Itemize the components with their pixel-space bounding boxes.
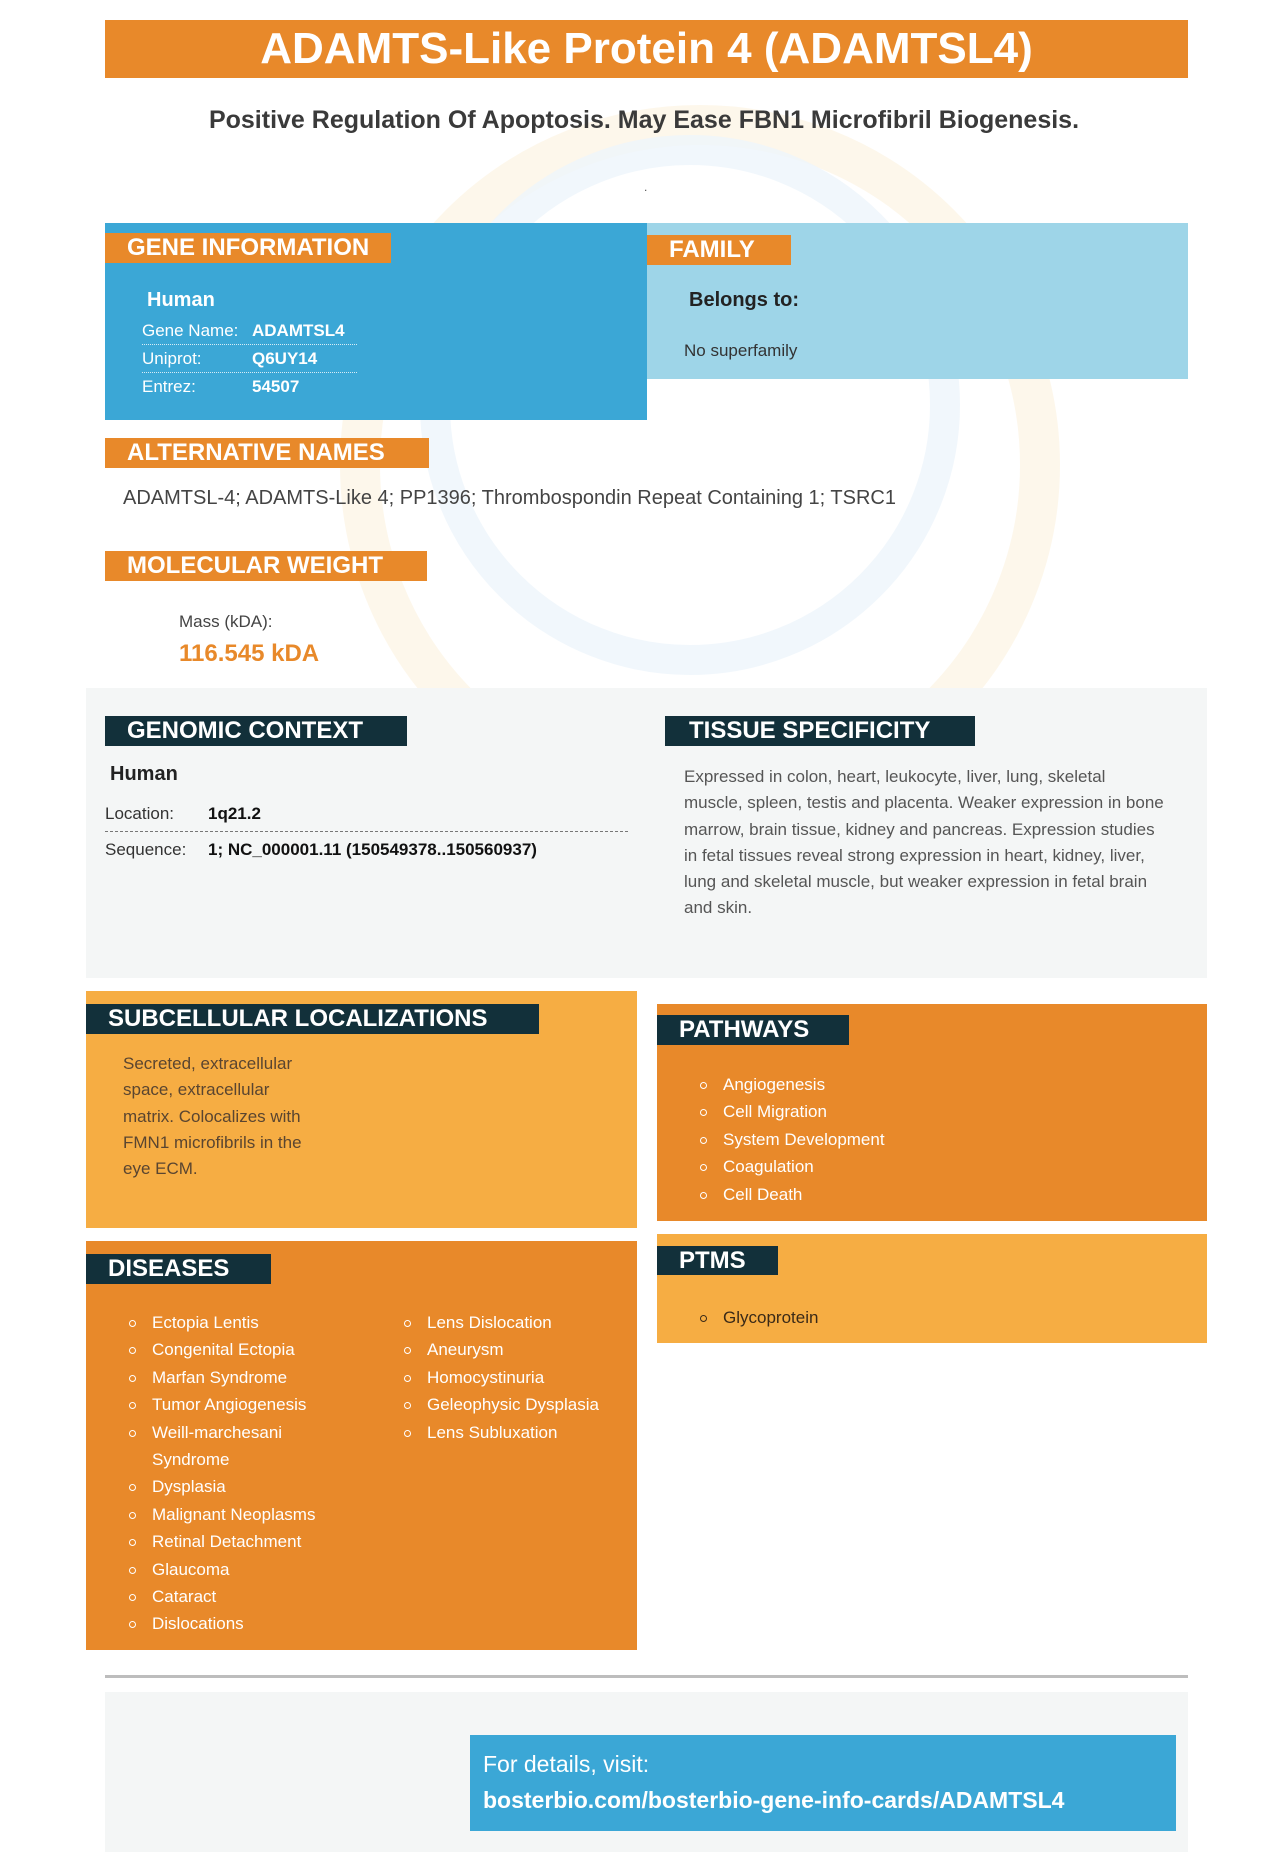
list-item: Cataract [127,1583,327,1610]
alternative-names-header: ALTERNATIVE NAMES [105,438,429,468]
list-item: Angiogenesis [698,1071,885,1098]
gene-species: Human [147,289,215,311]
ptms-header: PTMS [657,1246,778,1275]
entrez-label: Entrez: [142,377,196,396]
list-item: Cell Migration [698,1098,885,1125]
sequence-row [105,840,537,860]
list-item: Marfan Syndrome [127,1364,327,1391]
diseases-panel [86,1241,637,1650]
page-title: ADAMTS-Like Protein 4 (ADAMTSL4) [105,20,1188,78]
tissue-specificity-text: Expressed in colon, heart, leukocyte, liver, lung, skeletal muscle, spleen, testis and placenta. Weaker expression in bone marrow, brain tissue, kidney and pancreas. Expression studies in fetal tissues reveal strong expression in heart, kidney, liver, lung and skeletal muscle, but weaker expression in fetal brain and skin. [684,767,1164,918]
gene-name-row [142,321,345,341]
mass-value: 116.545 kDA [179,640,320,667]
list-item: Weill-marchesani Syndrome [127,1419,327,1474]
diseases-header: DISEASES [86,1254,271,1284]
list-item: Aneurysm [402,1336,632,1363]
sequence-label: Sequence: [105,840,187,859]
tissue-specificity-header: TISSUE SPECIFICITY [665,716,975,746]
pathways-list [698,1071,885,1208]
uniprot-row [142,349,317,369]
family-value: No superfamily [684,341,798,360]
pathways-panel [657,1004,1207,1221]
divider [142,344,357,345]
list-item: Homocystinuria [402,1364,632,1391]
family-header: FAMILY [647,235,791,265]
list-item: Cell Death [698,1181,885,1208]
list-item: Glycoprotein [698,1304,818,1331]
list-item: Geleophysic Dysplasia [402,1391,632,1418]
diseases-list-col2 [402,1309,632,1446]
details-link[interactable]: bosterbio.com/bosterbio-gene-info-cards/ADAMTSL4 [483,1787,1065,1813]
subcellular-header: SUBCELLULAR LOCALIZATIONS [86,1004,539,1034]
ptms-panel [657,1234,1207,1343]
list-item: Malignant Neoplasms [127,1501,327,1528]
details-link-box[interactable] [470,1735,1176,1831]
divider [105,831,628,832]
list-item: Dislocations [127,1610,327,1637]
separator-dot: . [644,180,648,194]
alternative-names-text: ADAMTSL-4; ADAMTS-Like 4; PP1396; Thrombospondin Repeat Containing 1; TSRC1 [123,487,896,509]
divider [142,372,357,373]
page-subtitle: Positive Regulation Of Apoptosis. May Ease FBN1 Microfibril Biogenesis. [208,106,1080,134]
list-item: Ectopia Lentis [127,1309,327,1336]
list-item: Retinal Detachment [127,1528,327,1555]
mass-label: Mass (kDA): [179,612,273,631]
gene-information-header: GENE INFORMATION [105,233,391,263]
list-item: Lens Subluxation [402,1419,632,1446]
family-belongs-label: Belongs to: [689,289,799,311]
genomic-species: Human [110,763,178,785]
uniprot-label: Uniprot: [142,349,202,368]
list-item: Lens Dislocation [402,1309,632,1336]
list-item: System Development [698,1126,885,1153]
sequence-value: 1; NC_000001.11 (150549378..150560937) [208,840,537,859]
family-panel [647,223,1188,379]
ptms-list [698,1304,818,1331]
list-item: Congenital Ectopia [127,1336,327,1363]
pathways-header: PATHWAYS [657,1015,849,1045]
list-item: Glaucoma [127,1556,327,1583]
subcellular-text: Secreted, extracellular space, extracellular matrix. Colocalizes with FMN1 microfibrils in the eye ECM. [123,1054,302,1179]
location-row [105,804,261,824]
diseases-list-col1 [127,1309,327,1638]
list-item: Tumor Angiogenesis [127,1391,327,1418]
gene-name-value: ADAMTSL4 [252,321,345,340]
footer-divider [105,1675,1188,1678]
uniprot-value: Q6UY14 [252,349,318,368]
list-item: Dysplasia [127,1473,327,1500]
molecular-weight-header: MOLECULAR WEIGHT [105,551,427,581]
list-item: Coagulation [698,1153,885,1180]
genomic-context-header: GENOMIC CONTEXT [105,716,407,746]
location-label: Location: [105,804,174,823]
details-label: For details, visit: [483,1751,650,1777]
entrez-row [142,377,299,397]
entrez-value: 54507 [252,377,300,396]
location-value: 1q21.2 [208,804,261,823]
gene-name-label: Gene Name: [142,321,239,340]
